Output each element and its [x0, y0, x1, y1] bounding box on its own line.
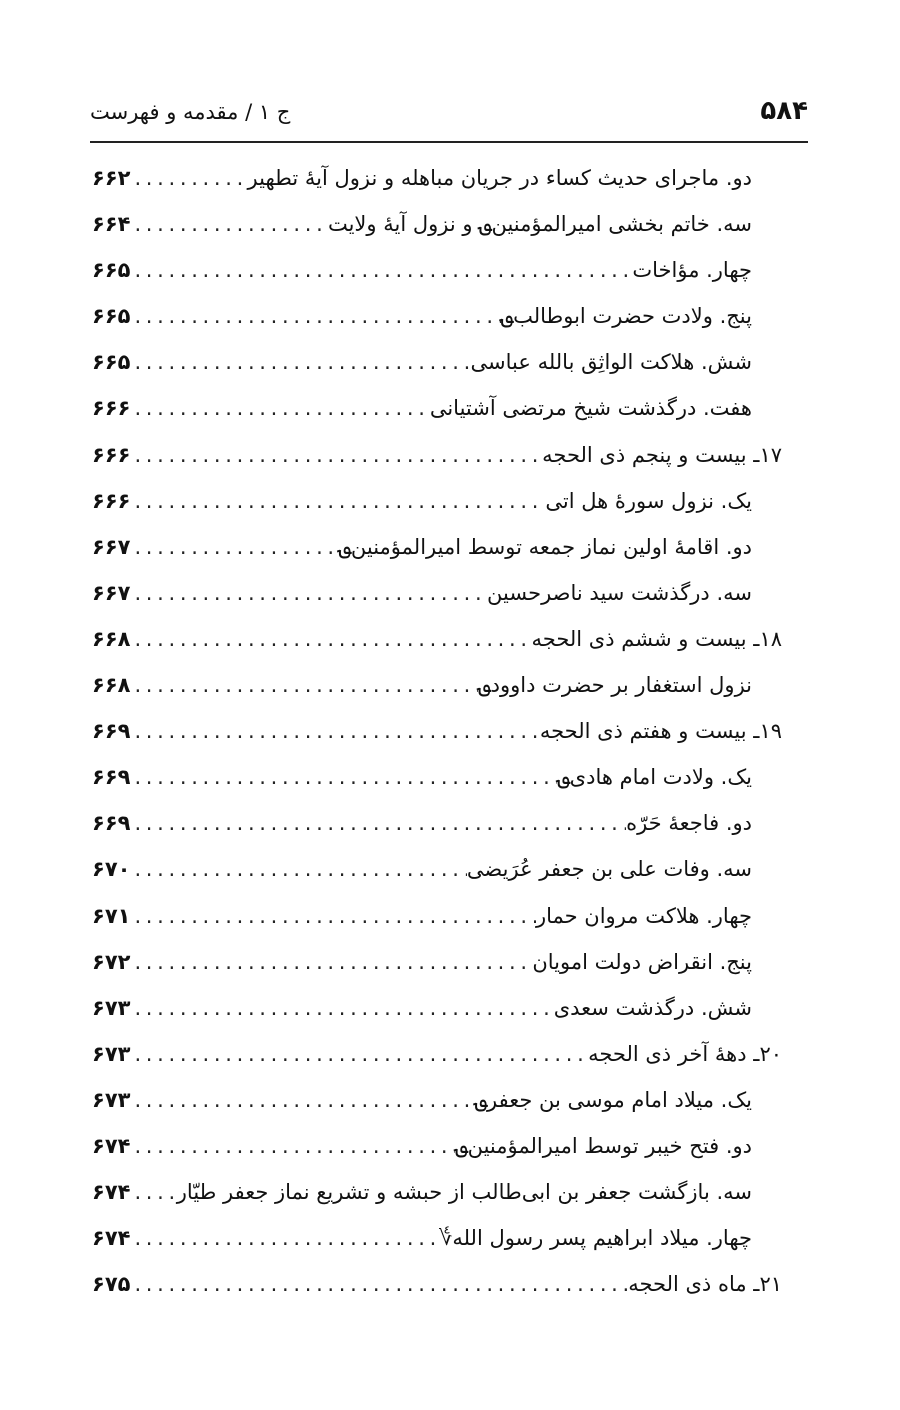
toc-entry-page: ۶۷۳ — [92, 1041, 131, 1066]
toc-entry-title: یک. ولادت امام هادی؈ — [557, 765, 752, 790]
toc-entry-page: ۶۶۷ — [92, 534, 131, 559]
toc-entry-title: هفت. درگذشت شیخ مرتضی آشتیانی — [429, 396, 752, 421]
dot-leader — [130, 443, 542, 467]
toc-entry-page: ۶۷۵ — [92, 1272, 131, 1297]
toc-entry-title: شش. درگذشت سعدی — [553, 995, 752, 1020]
dot-leader — [130, 489, 545, 513]
toc-entry — [92, 581, 782, 627]
toc-entry-page: ۶۶۶ — [92, 396, 131, 421]
dot-leader — [130, 1134, 455, 1158]
dot-leader — [130, 350, 470, 374]
dot-leader — [130, 1272, 628, 1296]
dot-leader — [130, 996, 553, 1020]
toc-entry-page: ۶۶۵ — [92, 350, 131, 375]
dot-leader — [130, 258, 632, 282]
toc-entry — [92, 396, 782, 442]
toc-entry-title: سه. بازگشت جعفر بن ابی‌طالب از حبشه و تشریع نماز جعفر طیّار — [176, 1180, 752, 1205]
toc-entry-title: نزول استغفار بر حضرت داوود؈ — [478, 673, 752, 698]
toc-entry — [92, 535, 782, 581]
dot-leader — [130, 719, 539, 743]
toc-entry — [92, 627, 782, 673]
toc-entry — [92, 443, 782, 489]
toc-entry-title: چهار. مؤاخات — [632, 258, 752, 283]
toc-entry — [92, 811, 782, 857]
toc-entry-title: ۲۰ـ دههٔ آخر ذی الحجه — [588, 1041, 782, 1066]
toc-entry — [92, 857, 782, 903]
toc-entry — [92, 350, 782, 396]
toc-entry-title: سه. وفات علی بن جعفر عُرَیضی — [466, 857, 752, 882]
toc-entry-page: ۶۷۳ — [92, 995, 131, 1020]
toc-entry-page: ۶۷۳ — [92, 1087, 131, 1112]
toc-entry-page: ۶۶۴ — [92, 212, 131, 237]
toc-entry-page: ۶۶۲ — [92, 166, 131, 190]
toc-entry-title: دو. ماجرای حدیث کساء در جریان مباهله و نزول آیهٔ تطهیر — [247, 166, 752, 190]
toc-entry-title: دو. فتح خیبر توسط امیرالمؤمنین؈ — [455, 1133, 752, 1158]
dot-leader — [130, 1226, 439, 1250]
toc-entry-title: ۲۱ـ ماه ذی الحجه — [628, 1272, 782, 1297]
dot-leader — [130, 627, 531, 651]
toc-entry — [92, 304, 782, 350]
toc-entry — [92, 166, 782, 212]
dot-leader — [130, 535, 338, 559]
toc-entry — [92, 950, 782, 996]
toc-entry — [92, 258, 782, 304]
toc-entry-page: ۶۷۰ — [92, 857, 131, 882]
toc-entry-page: ۶۶۷ — [92, 580, 131, 605]
toc-entry — [92, 212, 782, 258]
toc-entry — [92, 719, 782, 765]
toc-entry-page: ۶۷۴ — [92, 1226, 131, 1251]
dot-leader — [130, 304, 500, 328]
toc-entry-page: ۶۷۴ — [92, 1133, 131, 1158]
toc-entry-page: ۶۶۶ — [92, 442, 131, 467]
toc-entry — [92, 765, 782, 811]
toc-entry-title: یک. نزول سورهٔ هل اتی — [545, 488, 752, 513]
toc-entry-title: دو. اقامهٔ اولین نماز جمعه توسط امیرالمؤمنین؈ — [338, 534, 752, 559]
dot-leader — [130, 212, 328, 236]
toc-entry-page: ۶۶۵ — [92, 258, 131, 283]
dot-leader — [130, 811, 626, 835]
dot-leader — [130, 166, 247, 190]
toc-entry-page: ۶۶۹ — [92, 719, 131, 744]
running-title: ج ۱ / مقدمه و فهرست — [90, 100, 291, 124]
toc-entry-page: ۶۷۱ — [92, 903, 131, 928]
toc-entry-page: ۶۶۹ — [92, 765, 131, 790]
dot-leader — [130, 581, 487, 605]
toc-entry-title: چهار. هلاکت مروان حمار — [535, 903, 752, 928]
dot-leader — [130, 904, 536, 928]
toc-entry-title: ۱۸ـ بیست و ششم ذی الحجه — [531, 626, 782, 651]
toc-entry — [92, 673, 782, 719]
toc-entry-title: سه. خاتم بخشی امیرالمؤمنین؈ و نزول آیهٔ ولایت — [327, 212, 752, 237]
table-of-contents — [92, 166, 782, 1318]
dot-leader — [130, 950, 532, 974]
toc-entry-title: پنج. انقراض دولت امویان — [532, 949, 752, 974]
dot-leader — [130, 1088, 474, 1112]
toc-entry — [92, 1042, 782, 1088]
toc-entry — [92, 489, 782, 535]
page-number: ۵۸۴ — [760, 96, 808, 126]
toc-entry — [92, 904, 782, 950]
toc-entry-title: شش. هلاکت الواثِق بالله عباسی — [470, 350, 752, 375]
toc-entry — [92, 1134, 782, 1180]
toc-entry-page: ۶۶۸ — [92, 673, 131, 698]
toc-entry-title: پنج. ولادت حضرت ابوطالب؈ — [500, 304, 752, 329]
toc-entry-page: ۶۷۲ — [92, 949, 131, 974]
toc-entry — [92, 1226, 782, 1272]
dot-leader — [130, 673, 478, 697]
page-header — [90, 96, 808, 136]
toc-entry-title: سه. درگذشت سید ناصرحسین — [487, 580, 752, 605]
dot-leader — [130, 1180, 176, 1204]
header-rule — [90, 141, 808, 143]
toc-entry-title: چهار. میلاد ابراهیم پسر رسول الله؇ — [438, 1226, 752, 1251]
toc-entry-page: ۶۶۹ — [92, 811, 131, 836]
toc-entry-title: ۱۷ـ بیست و پنجم ذی الحجه — [542, 442, 782, 467]
toc-entry-title: دو. فاجعهٔ حَرّه — [626, 811, 752, 836]
toc-entry-title: یک. میلاد امام موسی بن جعفر؈ — [474, 1087, 752, 1112]
toc-entry-page: ۶۶۵ — [92, 304, 131, 329]
toc-entry — [92, 1272, 782, 1318]
toc-entry — [92, 1088, 782, 1134]
dot-leader — [130, 857, 466, 881]
dot-leader — [130, 765, 557, 789]
toc-entry-page: ۶۶۸ — [92, 626, 131, 651]
toc-entry-title: ۱۹ـ بیست و هفتم ذی الحجه — [539, 719, 782, 744]
dot-leader — [130, 396, 429, 420]
toc-entry-page: ۶۶۶ — [92, 488, 131, 513]
toc-entry — [92, 1180, 782, 1226]
toc-entry — [92, 996, 782, 1042]
toc-entry-page: ۶۷۴ — [92, 1180, 131, 1205]
dot-leader — [130, 1042, 588, 1066]
